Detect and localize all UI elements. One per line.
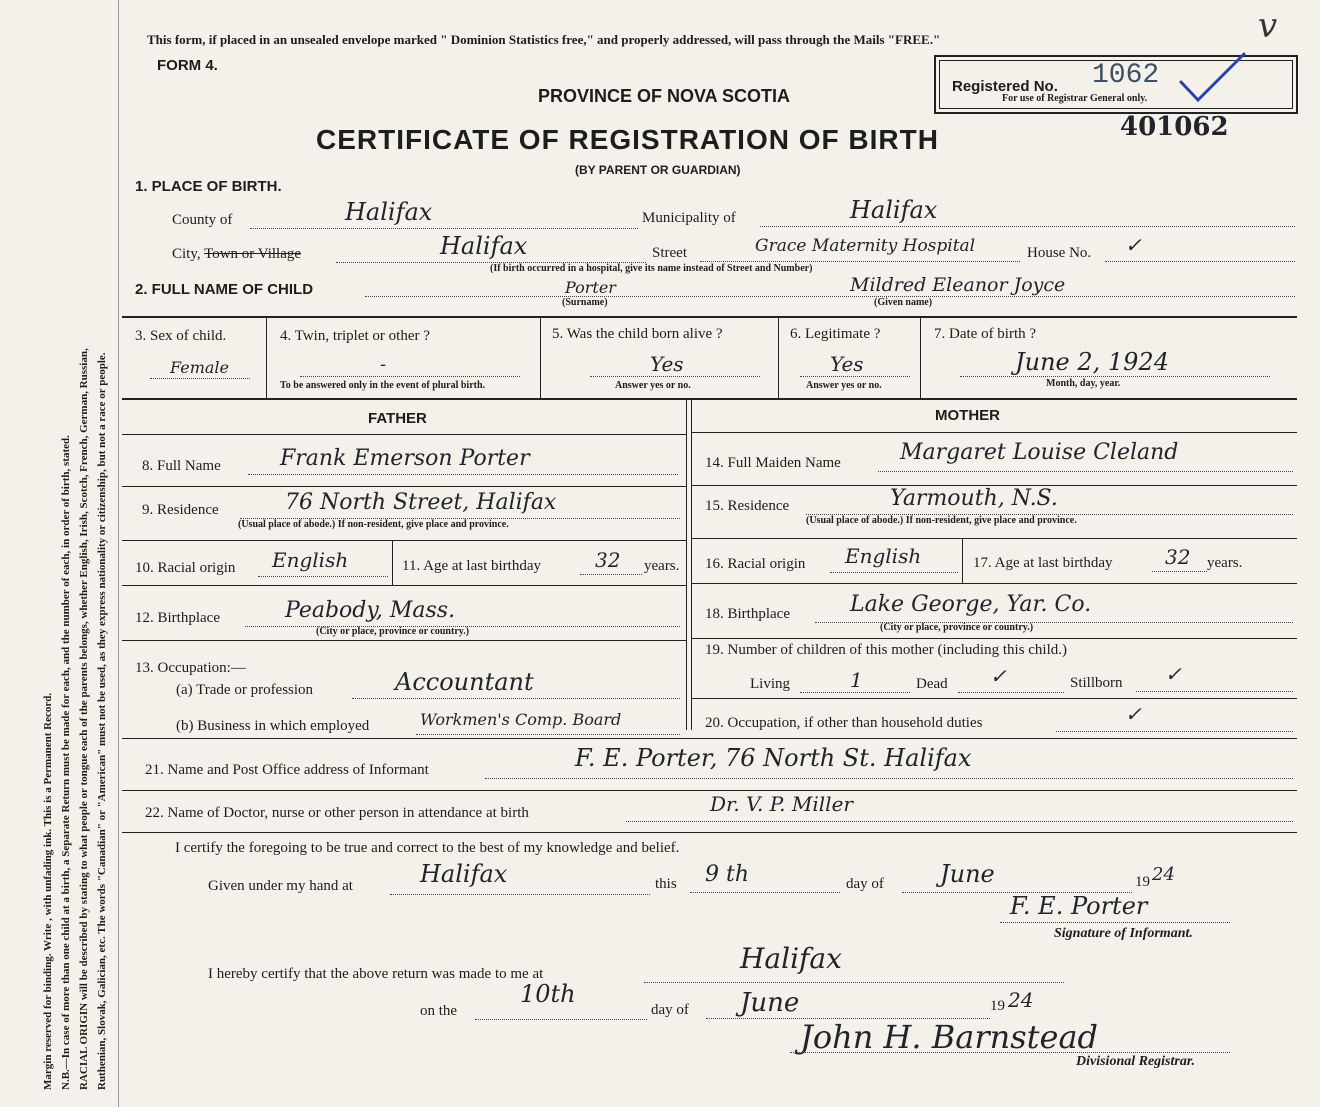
father-residence-value: 76 North Street, Halifax <box>285 490 557 515</box>
informant-signature-caption: Signature of Informant. <box>1054 926 1193 941</box>
born-alive-note: Answer yes or no. <box>615 380 691 391</box>
certificate-title: CERTIFICATE OF REGISTRATION OF BIRTH <box>316 124 939 155</box>
living-label: Living <box>750 676 790 692</box>
child-name-label: 2. FULL NAME OF CHILD <box>135 281 314 298</box>
mother-birthplace-note: (City or place, province or country.) <box>880 622 1034 633</box>
born-alive-value: Yes <box>650 352 684 376</box>
street-label: Street <box>652 245 687 261</box>
occupation-label: 13. Occupation:— <box>135 660 246 676</box>
blue-check-icon <box>1178 50 1248 108</box>
twin-value: - <box>380 354 387 375</box>
registrar-year-prefix: 19 <box>990 998 1005 1014</box>
mother-age-value: 32 <box>1165 545 1191 569</box>
trade-value: Accountant <box>395 668 534 696</box>
dob-value: June 2, 1924 <box>1015 348 1169 376</box>
registrar-year-suffix: 24 <box>1008 988 1034 1012</box>
registrar-month-value: June <box>740 988 800 1018</box>
father-residence-label: 9. Residence <box>142 502 219 518</box>
father-birthplace-label: 12. Birthplace <box>135 610 220 626</box>
county-value: Halifax <box>345 198 433 226</box>
registrar-day-of-label: day of <box>651 1002 689 1018</box>
legitimate-label: 6. Legitimate ? <box>790 326 881 342</box>
father-years-label: years. <box>644 558 680 574</box>
stillborn-value: ✓ <box>1165 662 1182 686</box>
province-title: PROVINCE OF NOVA SCOTIA <box>538 86 791 106</box>
dead-value: ✓ <box>990 664 1007 688</box>
margin-strip <box>0 0 118 1107</box>
mother-age-label: 17. Age at last birthday <box>973 555 1113 571</box>
child-given-name-value: Mildred Eleanor Joyce <box>850 274 1066 296</box>
day-of-label: day of <box>846 876 884 892</box>
mother-residence-value: Yarmouth, N.S. <box>890 486 1058 511</box>
dob-note: Month, day, year. <box>1046 378 1121 389</box>
house-no-label: House No. <box>1027 245 1092 261</box>
margin-note-1: Margin reserved for binding. Write , with unfading ink. This is a Permanent Record. <box>42 692 54 1090</box>
doctor-label: 22. Name of Doctor, nurse or other person in attendance at birth <box>145 805 529 821</box>
father-age-value: 32 <box>595 548 621 572</box>
given-month-value: June <box>940 860 995 888</box>
place-of-birth-heading: 1. PLACE OF BIRTH. <box>135 178 282 195</box>
informant-signature: F. E. Porter <box>1010 892 1148 920</box>
mother-birthplace-label: 18. Birthplace <box>705 606 790 622</box>
this-label: this <box>655 876 677 892</box>
father-name-label: 8. Full Name <box>142 458 221 474</box>
stillborn-label: Stillborn <box>1070 675 1123 691</box>
informant-label: 21. Name and Post Office address of Informant <box>145 762 429 778</box>
trade-label: (a) Trade or profession <box>176 682 314 698</box>
on-the-label: on the <box>420 1003 458 1019</box>
living-value: 1 <box>850 668 863 692</box>
legitimate-note: Answer yes or no. <box>806 380 882 391</box>
father-residence-note: (Usual place of abode.) If non-resident, give place and province. <box>238 519 509 530</box>
mother-occupation-value: ✓ <box>1125 702 1142 726</box>
child-surname-value: Porter <box>565 278 616 297</box>
born-alive-label: 5. Was the child born alive ? <box>552 326 723 342</box>
dob-label: 7. Date of birth ? <box>934 326 1037 342</box>
registered-no-label: Registered No. <box>952 78 1058 95</box>
business-value: Workmen's Comp. Board <box>420 710 622 729</box>
twin-note: To be answered only in the event of plural birth. <box>280 380 486 391</box>
mother-years-label: years. <box>1207 555 1243 571</box>
mother-name-value: Margaret Louise Cleland <box>900 440 1179 465</box>
margin-note-3: RACIAL ORIGIN will be described by stating to what people or tongue each of the parents belongs, whether English, Irish, Scotch, French, German, Russian, <box>78 348 90 1090</box>
given-day-value: 9 th <box>705 862 749 887</box>
father-heading: FATHER <box>368 410 427 427</box>
sex-label: 3. Sex of child. <box>135 328 227 344</box>
registrar-statement: I hereby certify that the above return was made to me at <box>208 966 544 982</box>
municipality-label: Municipality of <box>642 210 736 226</box>
father-race-value: English <box>272 548 349 572</box>
mother-race-label: 16. Racial origin <box>705 556 806 572</box>
business-label: (b) Business in which employed <box>176 718 370 734</box>
city-label: City, Town or Village <box>172 246 302 262</box>
registrar-signature: John H. Barnstead <box>800 1018 1099 1056</box>
given-year-prefix: 19 <box>1135 874 1150 890</box>
city-value: Halifax <box>440 232 528 260</box>
certificate-subtitle: (BY PARENT OR GUARDIAN) <box>575 163 741 177</box>
mother-occupation-label: 20. Occupation, if other than household duties <box>705 715 983 731</box>
father-race-label: 10. Racial origin <box>135 560 236 576</box>
given-name-caption: (Given name) <box>874 297 933 308</box>
legitimate-value: Yes <box>830 352 864 376</box>
certify-statement: I certify the foregoing to be true and correct to the best of my knowledge and belief. <box>175 840 680 856</box>
sex-value: Female <box>170 358 229 377</box>
form-number: FORM 4. <box>157 57 218 74</box>
children-count-label: 19. Number of children of this mother (including this child.) <box>705 642 1068 658</box>
house-no-value: ✓ <box>1125 233 1142 257</box>
file-number: 401062 <box>1120 112 1229 142</box>
twin-label: 4. Twin, triplet or other ? <box>280 328 430 344</box>
mother-heading: MOTHER <box>935 407 1000 424</box>
registrar-day-value: 10th <box>520 980 576 1008</box>
margin-rule <box>118 0 119 1107</box>
margin-note-4: Ruthenian, Slovak, Galician, etc. The words "Canadian" or "American" must not be used, as they express nationality or citizenship, but not a race or people. <box>96 352 108 1090</box>
mail-note: This form, if placed in an unsealed envelope marked " Dominion Statistics free," and properly addressed, will pass through the Mails "FREE." <box>147 32 941 47</box>
margin-note-2: N.B.—In case of more than one child at a birth, a Separate Return must be made for each, and the number of each, in order of birth, stated. <box>60 435 72 1090</box>
mother-name-label: 14. Full Maiden Name <box>705 455 841 471</box>
registrar-general-note: For use of Registrar General only. <box>1002 93 1148 104</box>
county-label: County of <box>172 212 233 228</box>
mother-race-value: English <box>845 544 922 568</box>
given-at-value: Halifax <box>420 860 508 888</box>
corner-check-mark: v <box>1258 6 1278 46</box>
street-value: Grace Maternity Hospital <box>755 236 976 256</box>
mother-birthplace-value: Lake George, Yar. Co. <box>850 592 1092 617</box>
mother-residence-note: (Usual place of abode.) If non-resident, give place and province. <box>806 515 1077 526</box>
registrar-place-value: Halifax <box>740 942 842 975</box>
given-at-label: Given under my hand at <box>208 878 353 894</box>
hospital-note: (If birth occurred in a hospital, give its name instead of Street and Number) <box>490 263 813 274</box>
registered-no-value: 1062 <box>1092 60 1160 91</box>
municipality-value: Halifax <box>850 196 938 224</box>
informant-value: F. E. Porter, 76 North St. Halifax <box>575 744 972 772</box>
father-birthplace-value: Peabody, Mass. <box>285 598 456 623</box>
father-name-value: Frank Emerson Porter <box>280 446 530 471</box>
doctor-value: Dr. V. P. Miller <box>710 792 853 816</box>
mother-residence-label: 15. Residence <box>705 498 790 514</box>
father-birthplace-note: (City or place, province or country.) <box>316 626 470 637</box>
surname-caption: (Surname) <box>562 297 608 308</box>
registrar-title: Divisional Registrar. <box>1076 1054 1196 1069</box>
father-age-label: 11. Age at last birthday <box>402 558 541 574</box>
given-year-suffix: 24 <box>1152 864 1175 885</box>
dead-label: Dead <box>916 676 948 692</box>
